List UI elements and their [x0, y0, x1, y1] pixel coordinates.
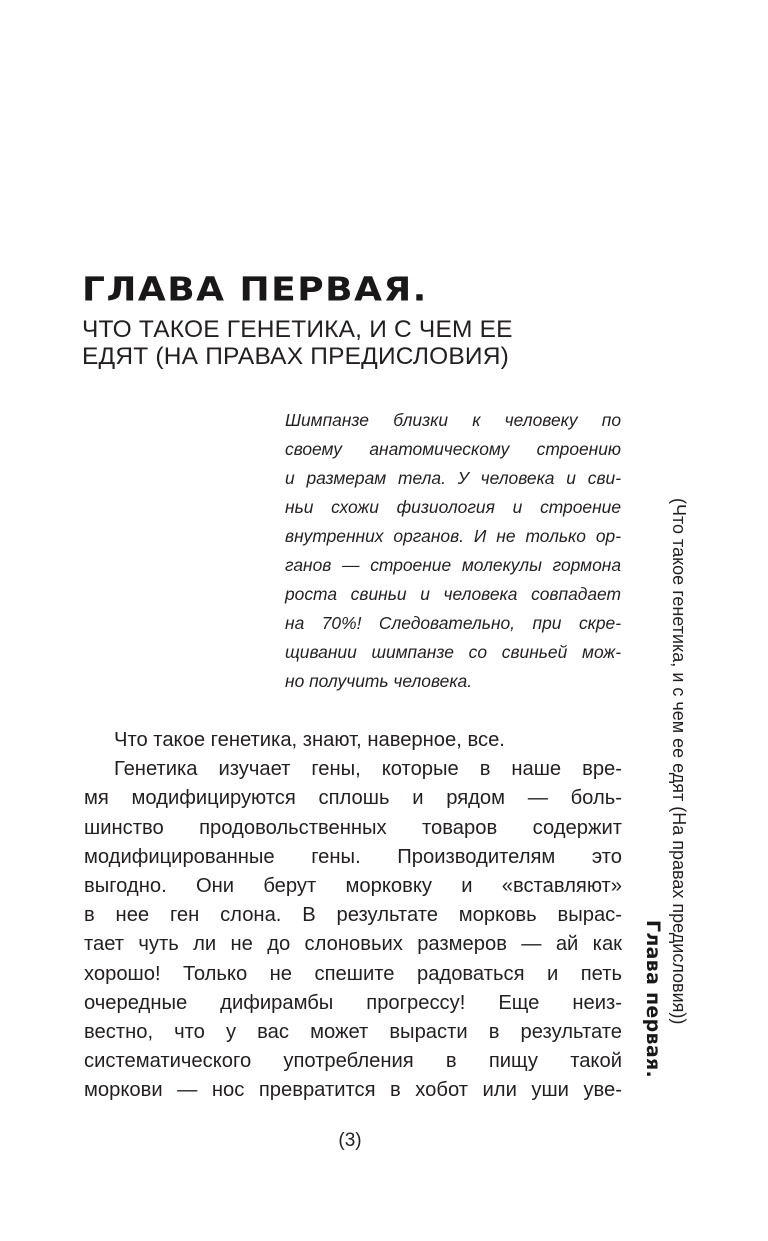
- chapter-heading: [82, 272, 642, 370]
- body-line: моркови — нос превратится в хобот или уши уве-: [84, 1079, 622, 1102]
- epigraph-line: внутренних органов. И не только ор-: [285, 526, 621, 546]
- body-line: тает чуть ли не до слоновьих размеров — ай как: [84, 933, 622, 956]
- body-line: Генетика изучает гены, которые в наше вре-: [114, 758, 622, 781]
- epigraph-line: ньи схожи физиология и строение: [285, 497, 621, 517]
- running-head: [636, 498, 692, 1078]
- body-line: модифицированные гены. Производителям это: [84, 845, 622, 868]
- chapter-title: ГЛАВА ПЕРВАЯ.: [82, 271, 428, 309]
- running-head-title: (Что такое генетика, и с чем ее едят (На правах предисловия)): [669, 498, 689, 1025]
- epigraph-line: Шимпанзе близки к человеку по: [285, 410, 621, 430]
- chapter-subtitle-line: ЕДЯТ (НА ПРАВАХ ПРЕДИСЛОВИЯ): [82, 343, 509, 370]
- body-line: шинство продовольственных товаров содержит: [84, 816, 622, 839]
- epigraph-line: и размерам тела. У человека и сви-: [285, 468, 621, 488]
- epigraph-line: ганов — строение молекулы гормона: [285, 555, 621, 575]
- epigraph-line: своему анатомическому строению: [285, 439, 621, 459]
- page-number: (3): [338, 1130, 362, 1151]
- epigraph-line: но получить человека.: [285, 671, 473, 691]
- body-line: хорошо! Только не спешите радоваться и петь: [84, 962, 622, 985]
- epigraph-line: щивании шимпанзе со свиньей мож-: [285, 642, 621, 662]
- epigraph-line: на 70%! Следовательно, при скре-: [285, 613, 621, 633]
- chapter-subtitle-line: ЧТО ТАКОЕ ГЕНЕТИКА, И С ЧЕМ ЕЕ: [82, 316, 513, 343]
- body-line: Что такое генетика, знают, наверное, все.: [114, 729, 505, 751]
- epigraph-line: роста свиньи и человека совпадает: [285, 584, 621, 604]
- body-text: [84, 726, 622, 1105]
- body-line: выгодно. Они берут морковку и «вставляют»: [84, 874, 622, 897]
- body-line: мя модифицируются сплошь и рядом — боль-: [84, 787, 622, 810]
- body-line: вестно, что у вас может вырасти в результате: [84, 1020, 622, 1043]
- body-line: в нее ген слона. В результате морковь вырас-: [84, 904, 622, 927]
- chapter-subtitle: [82, 316, 642, 370]
- body-line: систематического употребления в пищу такой: [84, 1050, 622, 1073]
- running-head-chapter: Глава первая.: [642, 919, 664, 1078]
- body-line: очередные дифирамбы прогрессу! Еще неиз-: [84, 991, 622, 1014]
- epigraph: [285, 406, 621, 696]
